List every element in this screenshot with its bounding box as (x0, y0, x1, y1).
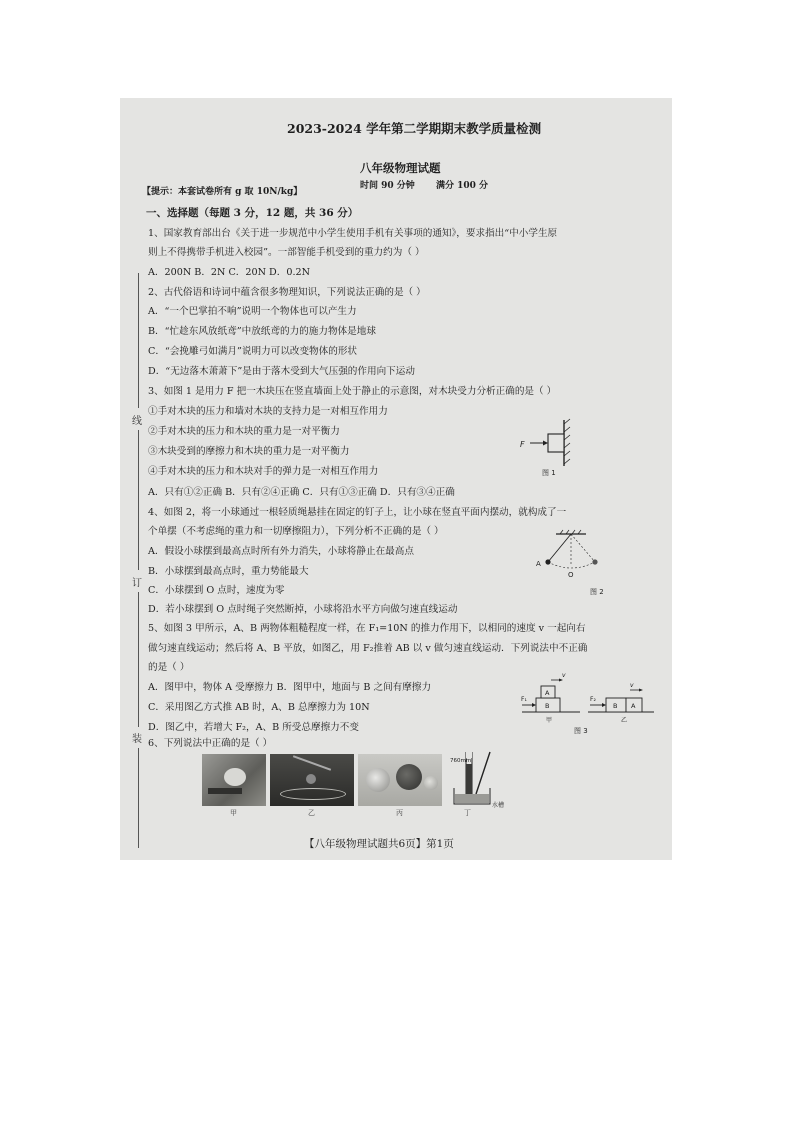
q6-caption-ding: 丁 (464, 809, 471, 817)
q5-option-d: D．图乙中，若增大 F₂，A、B 所受总摩擦力不变 (148, 722, 359, 733)
q3-options: A．只有①②正确 B．只有②④正确 C．只有①③正确 D．只有③④正确 (148, 487, 455, 498)
q2-option-d: D．“无边落木萧萧下”是由于落木受到大气压强的作用向下运动 (148, 366, 415, 377)
q6-diagram-ding (450, 748, 520, 812)
q6-stem: 6、下列说法中正确的是（ ） (148, 738, 273, 749)
figure-2-point-a: A (536, 560, 541, 568)
figure-3-yi-label: 乙 (621, 717, 628, 724)
figure-3-jia-label: 甲 (546, 717, 553, 724)
q6-tank-label: 水槽 (492, 802, 505, 809)
figure-1-force-label: F (520, 440, 525, 449)
exam-score: 满分 100 分 (436, 181, 489, 191)
q3-statement-3: ③木块受到的摩擦力和木块的重力是一对平衡力 (148, 446, 350, 457)
q3-statement-2: ②手对木块的压力和木块的重力是一对平衡力 (148, 426, 340, 437)
q6-photo-jia (202, 754, 266, 806)
q4-option-d: D．若小球摆到 O 点时绳子突然断掉，小球将沿水平方向做匀速直线运动 (148, 604, 458, 615)
q5-line1: 5、如图 3 甲所示，A、B 两物体粗糙程度一样，在 F₁=10N 的推力作用下，以相同的速度 v 一起向右 (148, 623, 586, 634)
q6-caption-bing: 丙 (396, 809, 403, 817)
q6-photo-bing (358, 754, 442, 806)
section-heading: 一、选择题（每题 3 分，12 题，共 36 分） (146, 207, 359, 219)
q5-line3: 的是（ ） (148, 662, 190, 673)
q5-option-c: C．采用图乙方式推 AB 时，A、B 总摩擦力为 10N (148, 702, 370, 713)
q3-statement-1: ①手对木块的压力和墙对木块的支持力是一对相互作用力 (148, 406, 388, 417)
figure-3-yi-v-label: v (630, 682, 634, 689)
q2-option-b: B．“忙趁东风放纸鸢”中放纸鸢的力的施力物体是地球 (148, 326, 376, 337)
figure-2-point-o: O (568, 571, 574, 579)
q6-photo-yi (270, 754, 354, 806)
figure-1-caption: 图 1 (542, 469, 556, 477)
q6-mm-label: 760mm (450, 758, 472, 764)
q1-options: A．200N B．2N C．20N D．0.2N (148, 267, 310, 278)
figure-2-caption: 图 2 (590, 588, 604, 596)
q2-option-c: C．“会挽雕弓如满月”说明力可以改变物体的形状 (148, 346, 358, 357)
figure-3-jia-block-b: B (545, 702, 550, 710)
figure-3-jia-block-a: A (545, 689, 550, 697)
page-footer: 【八年级物理试题共6页】第1页 (304, 838, 454, 850)
q4-line1: 4、如图 2，将一小球通过一根轻质绳悬挂在固定的钉子上，让小球在竖直平面内摆动，就构成了一 (148, 507, 567, 518)
figure-3-yi-block-a: A (631, 702, 636, 710)
figure-2 (530, 528, 612, 600)
q3-stem: 3、如图 1 是用力 F 把一木块压在竖直墙面上处于静止的示意图，对木块受力分析正确的是（ ） (148, 386, 557, 397)
exam-subtitle: 八年级物理试题 (360, 161, 441, 175)
q5-options-ab: A．图甲中，物体 A 受摩擦力 B．图甲中，地面与 B 之间有摩擦力 (148, 682, 432, 693)
figure-3-f1-label: F₁ (521, 696, 527, 703)
binding-line-middle (138, 430, 139, 570)
figure-3-v-label: v (562, 672, 566, 679)
q6-caption-jia: 甲 (230, 809, 237, 817)
q4-line2: 个单摆（不考虑绳的重力和一切摩擦阻力），下列分析不正确的是（ ） (148, 526, 444, 537)
exam-title: 2023-2024 学年第二学期期末教学质量检测 (287, 121, 542, 136)
q4-option-b: B．小球摆到最高点时，重力势能最大 (148, 566, 309, 577)
binding-line-lower (138, 592, 139, 727)
q2-option-a: A．“一个巴掌拍不响”说明一个物体也可以产生力 (148, 306, 357, 317)
q6-caption-yi: 乙 (308, 809, 315, 817)
q1-line1: 1、国家教育部出台《关于进一步规范中小学生使用手机有关事项的通知》，要求指出“中小学生原 (148, 228, 558, 239)
q3-statement-4: ④手对木块的压力和木块对手的弹力是一对相互作用力 (148, 466, 379, 477)
margin-char-ding: 订 (132, 578, 142, 589)
q4-option-c: C．小球摆到 O 点时，速度为零 (148, 585, 285, 596)
q5-line2: 做匀速直线运动；然后将 A、B 平放，如图乙，用 F₂推着 AB 以 v 做匀速直线运动．下列说法中不正确 (148, 643, 588, 654)
binding-line-top (138, 273, 139, 408)
binding-line-bottom (138, 748, 139, 848)
figure-3-f2-label: F₂ (590, 696, 596, 703)
margin-char-xian: 线 (132, 416, 142, 427)
q1-line2: 则上不得携带手机进入校园”。一部智能手机受到的重力约为（ ） (148, 247, 425, 258)
figure-3-caption: 图 3 (574, 727, 588, 735)
figure-3 (518, 668, 658, 736)
figure-3-yi-block-b: B (613, 702, 618, 710)
figure-1 (518, 416, 578, 478)
q4-option-a: A．假设小球摆到最高点时所有外力消失，小球将静止在最高点 (148, 546, 414, 557)
exam-hint: 【提示：本套试卷所有 g 取 10N/kg】 (142, 187, 303, 197)
exam-sheet (120, 98, 672, 860)
margin-char-zhuang: 装 (132, 734, 142, 745)
q2-stem: 2、古代俗语和诗词中蕴含很多物理知识，下列说法正确的是（ ） (148, 287, 426, 298)
exam-time: 时间 90 分钟 (360, 181, 415, 191)
